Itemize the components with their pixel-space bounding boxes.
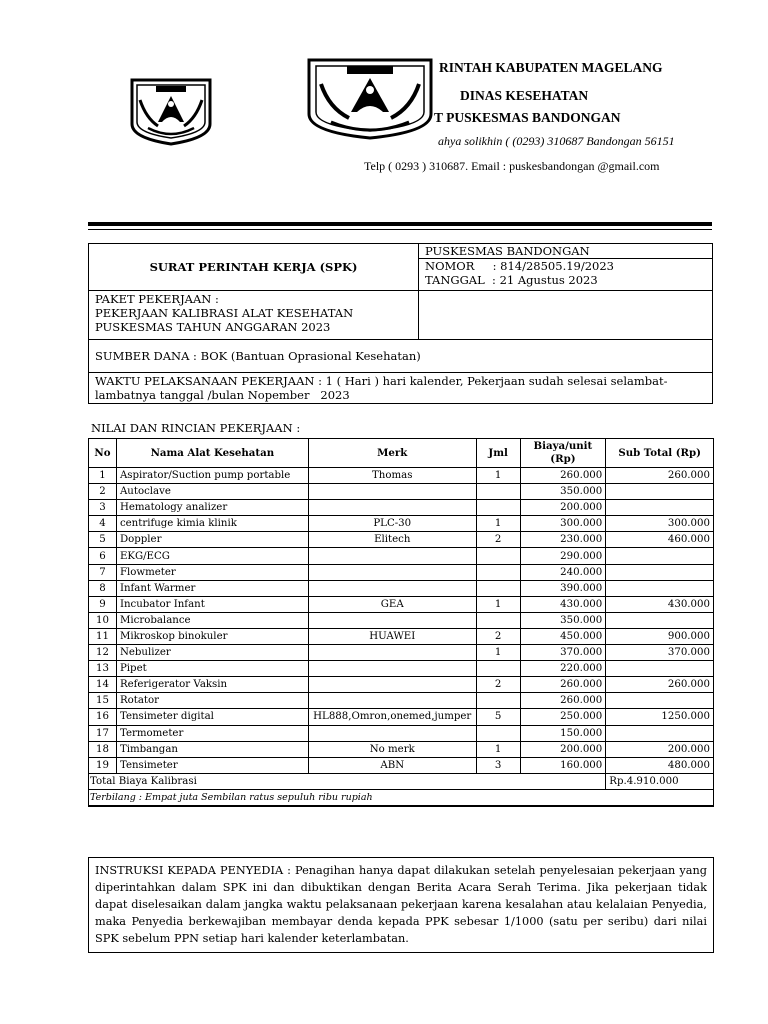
cell-jml: 2 xyxy=(476,677,520,693)
cell-biaya: 220.000 xyxy=(520,661,606,677)
nomor-spk: NOMOR : 814/28505.19/2023 xyxy=(425,259,614,273)
rincian-title: NILAI DAN RINCIAN PEKERJAAN : xyxy=(91,421,301,435)
cell-merk xyxy=(308,693,476,709)
kop-rule-thin xyxy=(88,229,712,230)
cell-no: 4 xyxy=(89,516,117,532)
kop-kontak: Telp ( 0293 ) 310687. Email : puskesbandongan @gmail.com xyxy=(364,159,660,173)
cell-jml xyxy=(476,612,520,628)
cell-nama: centrifuge kimia klinik xyxy=(116,516,308,532)
header-jml: Jml xyxy=(476,439,520,468)
cell-biaya: 260.000 xyxy=(520,693,606,709)
cell-jml xyxy=(476,484,520,500)
cell-no: 5 xyxy=(89,532,117,548)
table-row xyxy=(89,596,714,612)
table-row xyxy=(89,612,714,628)
cell-sub xyxy=(606,725,714,741)
cell-biaya: 260.000 xyxy=(520,468,606,484)
cell-nama: Aspirator/Suction pump portable xyxy=(116,468,308,484)
cell-merk xyxy=(308,612,476,628)
terbilang-row xyxy=(89,789,714,806)
table-row xyxy=(89,484,714,500)
cell-nama: Tensimeter digital xyxy=(116,709,308,725)
table-row xyxy=(89,516,714,532)
cell-sub: 370.000 xyxy=(606,645,714,661)
cell-jml: 2 xyxy=(476,532,520,548)
table-row xyxy=(89,741,714,757)
kabupaten-logo-small xyxy=(128,78,214,146)
kop-alamat: ahya solikhin ( (0293) 310687 Bandongan 56151 xyxy=(438,134,675,148)
kabupaten-logo-large xyxy=(305,58,435,140)
cell-sub xyxy=(606,484,714,500)
cell-merk: Elitech xyxy=(308,532,476,548)
total-row xyxy=(89,773,714,789)
table-row xyxy=(89,677,714,693)
cell-no: 9 xyxy=(89,596,117,612)
paket-empty-cell xyxy=(419,291,713,340)
cell-sub xyxy=(606,661,714,677)
cell-jml xyxy=(476,725,520,741)
cell-sub: 480.000 xyxy=(606,757,714,773)
cell-nama: Timbangan xyxy=(116,741,308,757)
cell-nama: Rotator xyxy=(116,693,308,709)
cell-jml: 1 xyxy=(476,645,520,661)
cell-sub: 300.000 xyxy=(606,516,714,532)
kop-puskesmas: T PUSKESMAS BANDONGAN xyxy=(434,110,621,125)
instruksi-penyedia: INSTRUKSI KEPADA PENYEDIA : Penagihan hanya dapat dilakukan setelah penyelesaian pekerjaan yang diperintahkan dalam SPK ini dan dibuktikan dengan Berita Acara Serah Terima. Jika pekerjaan tidak dapat diselesaikan dalam jangka waktu pelaksanaan pekerjaan karena kesalahan atau kelalaian Penyedia, maka Penyedia berkewajiban membayar denda kepada PPK sebesar 1/1000 (satu per seribu) dari nilai SPK sebelum PPN setiap hari kalender keterlambatan. xyxy=(88,857,714,953)
cell-biaya: 260.000 xyxy=(520,677,606,693)
cell-sub: 260.000 xyxy=(606,468,714,484)
cell-biaya: 370.000 xyxy=(520,645,606,661)
cell-nama: Nebulizer xyxy=(116,645,308,661)
table-row xyxy=(89,468,714,484)
table-row xyxy=(89,757,714,773)
cell-no: 10 xyxy=(89,612,117,628)
cell-no: 1 xyxy=(89,468,117,484)
rincian-header-row xyxy=(89,439,714,468)
cell-merk: Thomas xyxy=(308,468,476,484)
cell-biaya: 200.000 xyxy=(520,500,606,516)
cell-no: 17 xyxy=(89,725,117,741)
cell-sub xyxy=(606,548,714,564)
cell-biaya: 450.000 xyxy=(520,628,606,644)
cell-nama: Autoclave xyxy=(116,484,308,500)
cell-jml: 3 xyxy=(476,757,520,773)
cell-biaya: 160.000 xyxy=(520,757,606,773)
cell-merk: No merk xyxy=(308,741,476,757)
cell-no: 11 xyxy=(89,628,117,644)
cell-sub xyxy=(606,612,714,628)
cell-nama: Microbalance xyxy=(116,612,308,628)
kop-pemerintah: RINTAH KABUPATEN MAGELANG xyxy=(439,60,663,75)
spk-identity-cell xyxy=(419,244,713,291)
cell-no: 3 xyxy=(89,500,117,516)
spk-title: SURAT PERINTAH KERJA (SPK) xyxy=(149,260,358,274)
cell-merk xyxy=(308,645,476,661)
cell-jml xyxy=(476,564,520,580)
cell-nama: Flowmeter xyxy=(116,564,308,580)
paket-cell xyxy=(89,291,419,340)
cell-biaya: 250.000 xyxy=(520,709,606,725)
cell-biaya: 240.000 xyxy=(520,564,606,580)
tanggal-spk: TANGGAL : 21 Agustus 2023 xyxy=(425,273,598,287)
cell-no: 15 xyxy=(89,693,117,709)
cell-sub: 900.000 xyxy=(606,628,714,644)
cell-biaya: 230.000 xyxy=(520,532,606,548)
cell-no: 13 xyxy=(89,661,117,677)
cell-no: 16 xyxy=(89,709,117,725)
cell-nama: Incubator Infant xyxy=(116,596,308,612)
cell-merk xyxy=(308,661,476,677)
cell-merk: ABN xyxy=(308,757,476,773)
cell-merk: HL888,Omron,onemed,jumper xyxy=(308,709,476,725)
cell-no: 8 xyxy=(89,580,117,596)
terbilang: Terbilang : Empat juta Sembilan ratus sepuluh ribu rupiah xyxy=(89,789,714,806)
cell-sub xyxy=(606,564,714,580)
cell-biaya: 430.000 xyxy=(520,596,606,612)
cell-nama: EKG/ECG xyxy=(116,548,308,564)
rincian-table xyxy=(88,438,714,807)
cell-jml: 1 xyxy=(476,596,520,612)
cell-nama: Mikroskop binokuler xyxy=(116,628,308,644)
cell-sub: 460.000 xyxy=(606,532,714,548)
cell-biaya: 150.000 xyxy=(520,725,606,741)
cell-sub: 260.000 xyxy=(606,677,714,693)
cell-jml xyxy=(476,580,520,596)
cell-jml: 1 xyxy=(476,468,520,484)
sumber-dana-cell xyxy=(89,340,713,373)
cell-nama: Referigerator Vaksin xyxy=(116,677,308,693)
cell-no: 2 xyxy=(89,484,117,500)
cell-no: 7 xyxy=(89,564,117,580)
kop-dinas: DINAS KESEHATAN xyxy=(460,88,589,103)
cell-merk xyxy=(308,548,476,564)
cell-nama: Pipet xyxy=(116,661,308,677)
table-row xyxy=(89,500,714,516)
header-nama: Nama Alat Kesehatan xyxy=(116,439,308,468)
cell-sub xyxy=(606,580,714,596)
cell-no: 14 xyxy=(89,677,117,693)
table-row xyxy=(89,661,714,677)
table-row xyxy=(89,709,714,725)
cell-sub: 430.000 xyxy=(606,596,714,612)
cell-merk: GEA xyxy=(308,596,476,612)
waktu-cell xyxy=(89,373,713,404)
cell-biaya: 350.000 xyxy=(520,612,606,628)
table-row xyxy=(89,725,714,741)
sumber-dana: SUMBER DANA : BOK (Bantuan Oprasional Kesehatan) xyxy=(95,349,421,363)
cell-merk xyxy=(308,564,476,580)
cell-merk xyxy=(308,580,476,596)
cell-merk xyxy=(308,725,476,741)
total-label: Total Biaya Kalibrasi xyxy=(89,773,606,789)
table-row xyxy=(89,693,714,709)
table-row xyxy=(89,628,714,644)
cell-nama: Doppler xyxy=(116,532,308,548)
paket-label: PAKET PEKERJAAN : xyxy=(95,292,219,306)
header-subtotal: Sub Total (Rp) xyxy=(606,439,714,468)
cell-jml xyxy=(476,693,520,709)
cell-jml xyxy=(476,661,520,677)
cell-jml: 2 xyxy=(476,628,520,644)
header-no: No xyxy=(89,439,117,468)
header-biaya: Biaya/unit (Rp) xyxy=(520,439,606,468)
total-value: Rp.4.910.000 xyxy=(606,773,714,789)
cell-biaya: 350.000 xyxy=(520,484,606,500)
cell-nama: Tensimeter xyxy=(116,757,308,773)
cell-jml: 1 xyxy=(476,741,520,757)
spk-header-box xyxy=(88,243,713,404)
cell-no: 12 xyxy=(89,645,117,661)
cell-sub: 200.000 xyxy=(606,741,714,757)
spk-title-cell xyxy=(89,244,419,291)
cell-biaya: 390.000 xyxy=(520,580,606,596)
waktu-pelaksanaan: WAKTU PELAKSANAAN PEKERJAAN : 1 ( Hari ) hari kalender, Pekerjaan sudah selesai selambat-lambatnya tanggal /bulan Nopember 2023 xyxy=(95,374,668,402)
cell-nama: Hematology analizer xyxy=(116,500,308,516)
table-row xyxy=(89,532,714,548)
cell-sub xyxy=(606,693,714,709)
cell-no: 19 xyxy=(89,757,117,773)
cell-jml: 5 xyxy=(476,709,520,725)
cell-no: 6 xyxy=(89,548,117,564)
paket-line-2: PUSKESMAS TAHUN ANGGARAN 2023 xyxy=(95,320,331,334)
cell-biaya: 300.000 xyxy=(520,516,606,532)
cell-jml: 1 xyxy=(476,516,520,532)
cell-jml xyxy=(476,548,520,564)
cell-sub: 1250.000 xyxy=(606,709,714,725)
cell-merk xyxy=(308,677,476,693)
table-row xyxy=(89,645,714,661)
paket-line-1: PEKERJAAN KALIBRASI ALAT KESEHATAN xyxy=(95,306,354,320)
cell-merk xyxy=(308,500,476,516)
cell-merk xyxy=(308,484,476,500)
cell-sub xyxy=(606,500,714,516)
cell-no: 18 xyxy=(89,741,117,757)
cell-jml xyxy=(476,500,520,516)
institution-name: PUSKESMAS BANDONGAN xyxy=(419,244,712,259)
table-row xyxy=(89,548,714,564)
header-merk: Merk xyxy=(308,439,476,468)
cell-biaya: 200.000 xyxy=(520,741,606,757)
table-row xyxy=(89,564,714,580)
cell-merk: HUAWEI xyxy=(308,628,476,644)
cell-merk: PLC-30 xyxy=(308,516,476,532)
cell-nama: Termometer xyxy=(116,725,308,741)
kop-rule-thick xyxy=(88,222,712,226)
table-row xyxy=(89,580,714,596)
cell-biaya: 290.000 xyxy=(520,548,606,564)
cell-nama: Infant Warmer xyxy=(116,580,308,596)
